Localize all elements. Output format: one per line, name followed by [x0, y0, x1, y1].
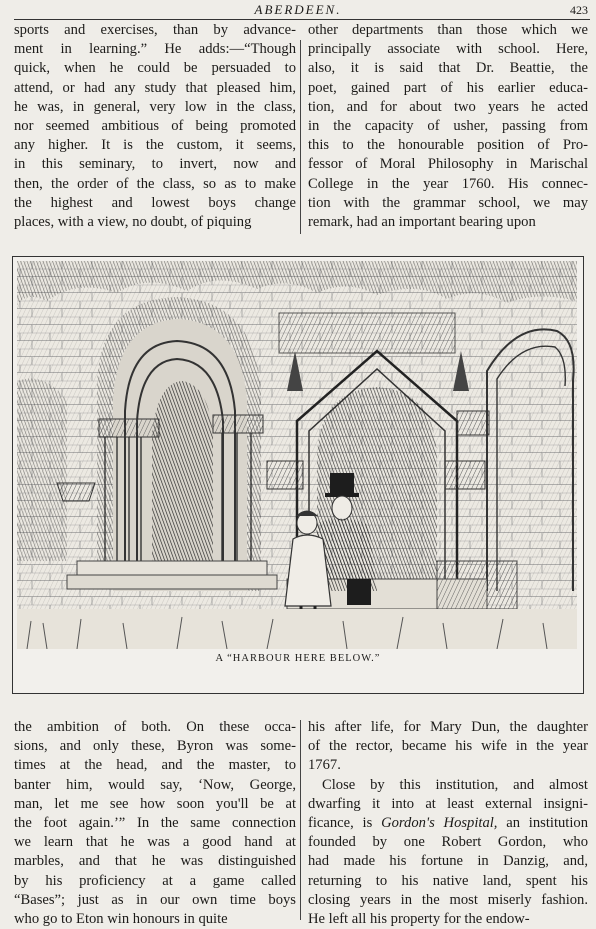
text-line: the highest and lowest boys change: [14, 194, 296, 211]
bottom-left-column: [14, 718, 296, 929]
column-rule: [300, 720, 301, 920]
text-run: ficance, is: [308, 814, 382, 831]
text-line: He left all his property for the endow-: [308, 910, 530, 927]
page-header: [0, 0, 596, 22]
text-line: he was, in general, very low in the class,: [14, 98, 296, 115]
text-line: dwarfing it into at least external insigni-: [308, 795, 588, 812]
text-line: tion, and for about two years he acted: [308, 98, 588, 115]
text-line: of the rector, became his wife in the year: [308, 738, 588, 755]
text-line: attend, or had any study that pleased him,: [14, 79, 296, 96]
page-number: 423: [570, 3, 588, 17]
text-line: Close by this institution, and almost: [322, 776, 588, 793]
top-left-column: [14, 21, 296, 232]
text-line: by his proficiency at a game called: [14, 872, 296, 889]
emphasis-gordons-hospital: Gordon's Hospital,: [381, 814, 498, 831]
text-line: times at the head, and the master, to: [14, 757, 296, 774]
text-line: [308, 814, 588, 833]
text-line: the ambition of both. On these occa-: [14, 719, 296, 735]
text-line: principally associate with school. Here,: [308, 41, 588, 58]
text-line: who go to Eton win honours in quite: [14, 910, 228, 927]
text-line: poet, gained part of his earlier educa-: [308, 79, 588, 96]
text-line: any higher. It is the custom, it seems,: [14, 137, 296, 154]
text-line: closing years in the most miserly fashion.: [308, 891, 588, 908]
text-line: had made his fortune in Danzig, and,: [308, 853, 588, 870]
text-line: founded by one Robert Gordon, who: [308, 834, 588, 851]
text-line: sports and exercises, than by advance-: [14, 22, 296, 38]
text-line: we learn that he was a good hand at: [14, 834, 296, 851]
text-line: fessor of Moral Philosophy in Marischal: [308, 156, 588, 173]
text-line: man, let me see how soon you'll be at: [14, 795, 296, 812]
engraving-illustration: [17, 261, 577, 649]
text-line: tion with the grammar school, we may: [308, 194, 588, 211]
text-line: banter him, would say, ‘Now, George,: [14, 776, 296, 793]
header-rule: [14, 19, 590, 20]
text-line: remark, had an important bearing upon: [308, 213, 536, 230]
text-line: other departments than those which we: [308, 22, 588, 38]
text-line: places, with a view, no doubt, of piquing: [14, 213, 252, 230]
text-line: College in the year 1760. His connec-: [308, 175, 588, 192]
top-right-column: [308, 21, 588, 232]
text-run: an institution: [497, 814, 588, 831]
text-line: “Bases”; just as in our own time boys: [14, 891, 296, 908]
text-line: returning to his native land, spent his: [308, 872, 588, 889]
column-rule: [300, 40, 301, 234]
text-line: ment in learning.” He adds:—“Though: [14, 41, 296, 58]
text-line: his after life, for Mary Dun, the daughter: [308, 719, 588, 735]
text-line: in the capacity of usher, passing from: [308, 117, 588, 134]
text-line: in this seminary, to invert, now and: [14, 156, 296, 173]
bottom-right-column: [308, 718, 588, 929]
text-line: also, it is said that Dr. Beattie, the: [308, 60, 588, 77]
engraving-figure: [12, 256, 584, 694]
text-line: this to the honourable position of Pro-: [308, 137, 588, 154]
text-line: 1767.: [308, 757, 341, 774]
text-line: nor seemed ambitious of being promoted: [14, 117, 296, 134]
text-line: sions, and only these, Byron was some-: [14, 738, 296, 755]
text-line: the foot again.’” In the same connection: [14, 814, 296, 831]
running-head: ABERDEEN.: [254, 2, 342, 17]
text-line: then, the order of the class, so as to make: [14, 175, 296, 192]
text-line: quick, when he could be persuaded to: [14, 60, 296, 77]
figure-caption: A “HARBOUR HERE BELOW.”: [215, 653, 381, 664]
text-line: marbles, and that he was distinguished: [14, 853, 296, 870]
